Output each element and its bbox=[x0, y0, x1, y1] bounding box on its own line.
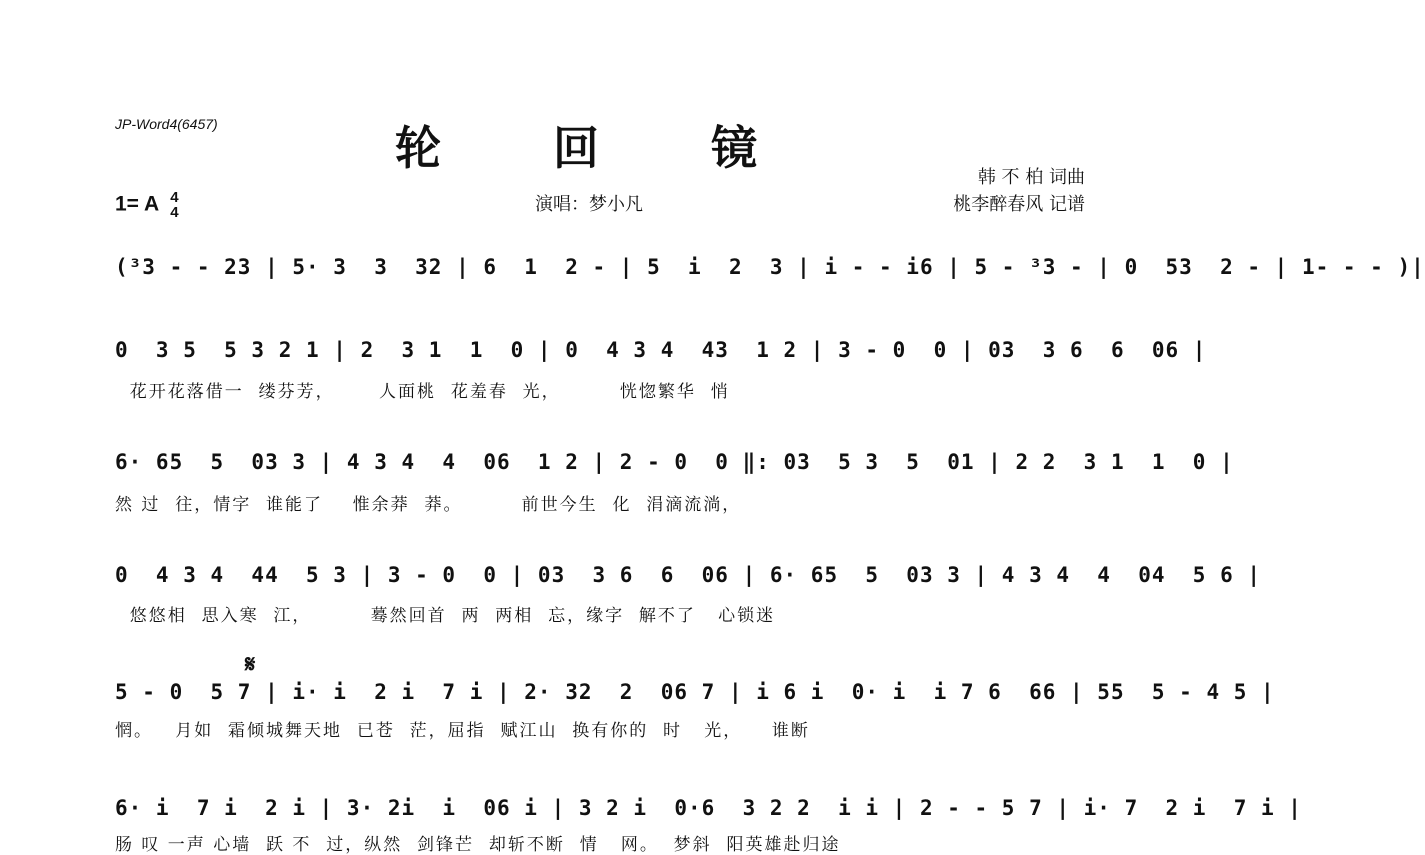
singer: 演唱：梦小凡 bbox=[535, 194, 643, 215]
segno-icon: 𝄋 bbox=[245, 650, 256, 678]
notation-line-5: 5 - 0 5 7 | i· i 2 i 7 i | 2· 32 2 06 7 | i 6 i 0· i i 7 6 66 | 55 5 - 4 5 | bbox=[115, 680, 1275, 704]
song-title: 轮 回 镜 bbox=[394, 121, 806, 175]
time-signature bbox=[170, 190, 178, 220]
notation-line-1: (³3 - - 23 | 5· 3 3 32 | 6 1 2 - | 5 i 2 3 | i - - i6 | 5 - ³3 - | 0 53 2 - | 1- - - )| bbox=[115, 255, 1425, 279]
key-label: 1= A bbox=[115, 192, 159, 216]
meter-top: 4 bbox=[170, 189, 179, 206]
lyrics-line-5: 惘。 月如 霜倾城舞天地 已苍 茫，屈指 赋江山 换有你的 时 光， 谁断 bbox=[115, 721, 810, 741]
lyrics-line-3: 然 过 往，情字 谁能了 惟余莽 莽。 前世今生 化 涓滴流淌， bbox=[115, 495, 742, 515]
notation-line-3: 6· 65 5 03 3 | 4 3 4 4 06 1 2 | 2 - 0 0 ‖: 03 5 3 5 01 | 2 2 3 1 1 0 | bbox=[115, 450, 1234, 474]
lyrics-line-2: 花开花落借一 缕芬芳， 人面桃 花羞春 光， 恍惚繁华 悄 bbox=[115, 382, 730, 402]
lyrics-line-4: 悠悠相 思入寒 江， 蓦然回首 两 两相 忘，缘字 解不了 心锁迷 bbox=[115, 606, 776, 626]
key-signature bbox=[115, 190, 179, 220]
lyricist-composer: 韩 不 柏 词曲 bbox=[977, 167, 1085, 188]
notation-line-4: 0 4 3 4 44 5 3 | 3 - 0 0 | 03 3 6 6 06 | 6· 65 5 03 3 | 4 3 4 4 04 5 6 | bbox=[115, 563, 1262, 587]
software-version: JP-Word4(6457) bbox=[115, 116, 218, 132]
transcriber: 桃李醉春风 记谱 bbox=[953, 194, 1085, 215]
lyrics-line-6: 肠 叹 一声 心墙 跃 不 过，纵然 剑锋芒 却斩不断 情 网。 梦斜 阳英雄赴归途 bbox=[115, 835, 841, 855]
meter-bottom: 4 bbox=[170, 204, 179, 221]
notation-line-2: 0 3 5 5 3 2 1 | 2 3 1 1 0 | 0 4 3 4 43 1 2 | 3 - 0 0 | 03 3 6 6 06 | bbox=[115, 338, 1207, 362]
notation-line-6: 6· i 7 i 2 i | 3· 2i i 06 i | 3 2 i 0·6 3 2 2 i i | 2 - - 5 7 | i· 7 2 i 7 i | bbox=[115, 796, 1302, 820]
